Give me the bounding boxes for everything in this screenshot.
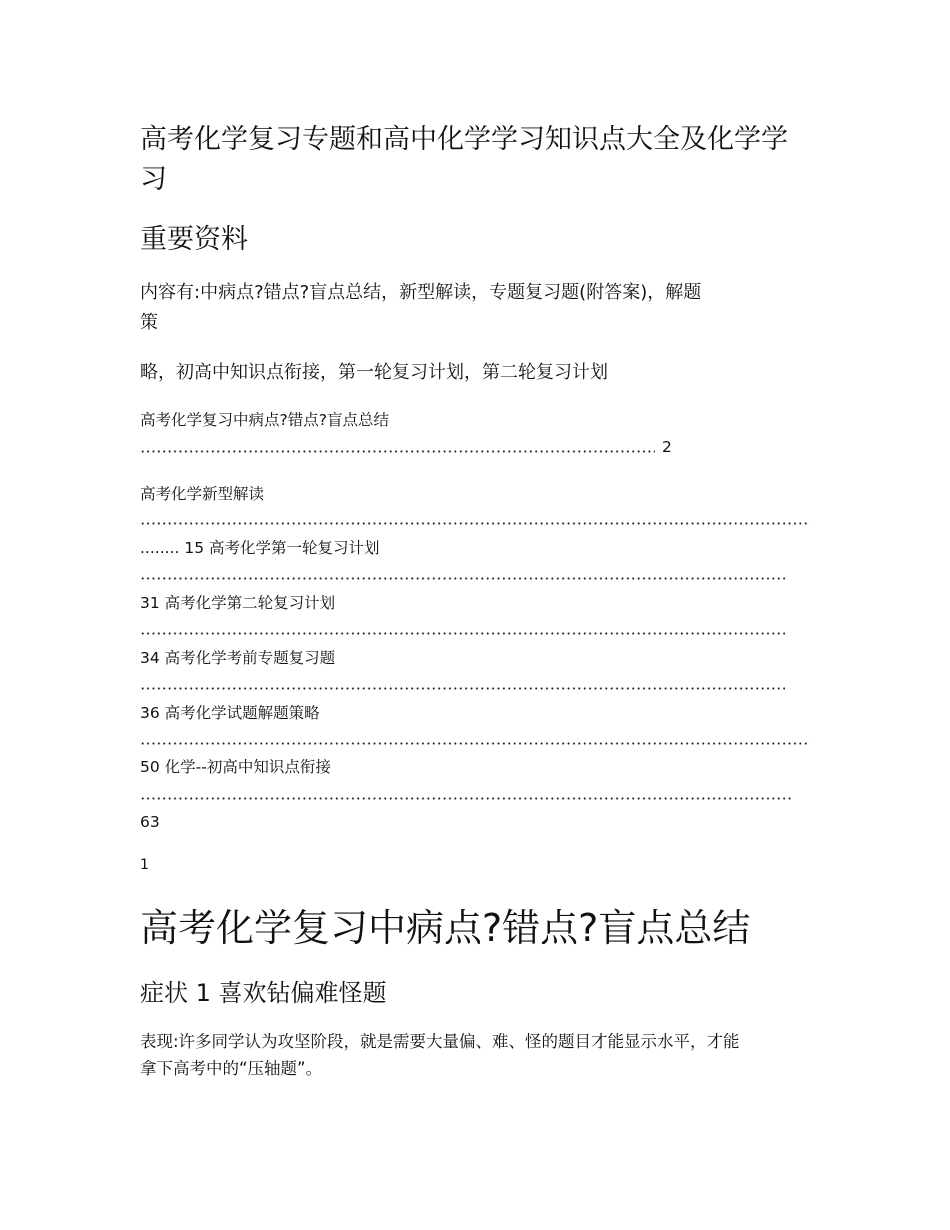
paragraph: 表现:许多同学认为攻坚阶段，就是需要大量偏、难、怪的题目才能显示水平，才能 <box>140 1032 740 1051</box>
toc-entry-title[interactable]: 高考化学复习中病点?错点?盲点总结 <box>140 411 389 429</box>
toc-leader <box>140 450 655 453</box>
document-title-cont: 习 <box>140 164 167 195</box>
intro-text: 内容有:中病点?错点?盲点总结，新型解读，专题复习题(附答案)，解题 <box>140 282 702 303</box>
toc-entry-line[interactable]: 36 高考化学试题解题策略 <box>140 704 320 722</box>
toc-leader <box>140 632 785 635</box>
document-title: 高考化学复习专题和高中化学学习知识点大全及化学学 <box>140 124 788 155</box>
toc-leader <box>140 522 810 525</box>
intro-text-cont2: 略，初高中知识点衔接，第一轮复习计划，第二轮复习计划 <box>140 362 608 383</box>
subheading: 症状 1 喜欢钻偏难怪题 <box>140 979 387 1007</box>
toc-leader <box>140 577 785 580</box>
page-number: 1 <box>140 857 149 873</box>
toc-page-number[interactable]: 2 <box>662 438 672 456</box>
toc-entry-line[interactable]: 31 高考化学第二轮复习计划 <box>140 594 336 612</box>
section-heading: 高考化学复习中病点?错点?盲点总结 <box>140 906 751 950</box>
toc-entry-line[interactable]: ........ 15 高考化学第一轮复习计划 <box>140 539 380 557</box>
toc-entry-title[interactable]: 高考化学新型解读 <box>140 485 265 503</box>
toc-leader <box>140 797 792 800</box>
toc-page-number[interactable]: 63 <box>140 813 160 831</box>
toc-entry-line[interactable]: 50 化学--初高中知识点衔接 <box>140 758 331 776</box>
toc-leader <box>140 687 785 690</box>
intro-text-cont: 策 <box>140 312 158 333</box>
paragraph-cont: 拿下高考中的“压轴题”。 <box>140 1059 323 1078</box>
toc-entry-line[interactable]: 34 高考化学考前专题复习题 <box>140 649 336 667</box>
document-subtitle: 重要资料 <box>140 224 248 255</box>
toc-leader <box>140 742 810 745</box>
